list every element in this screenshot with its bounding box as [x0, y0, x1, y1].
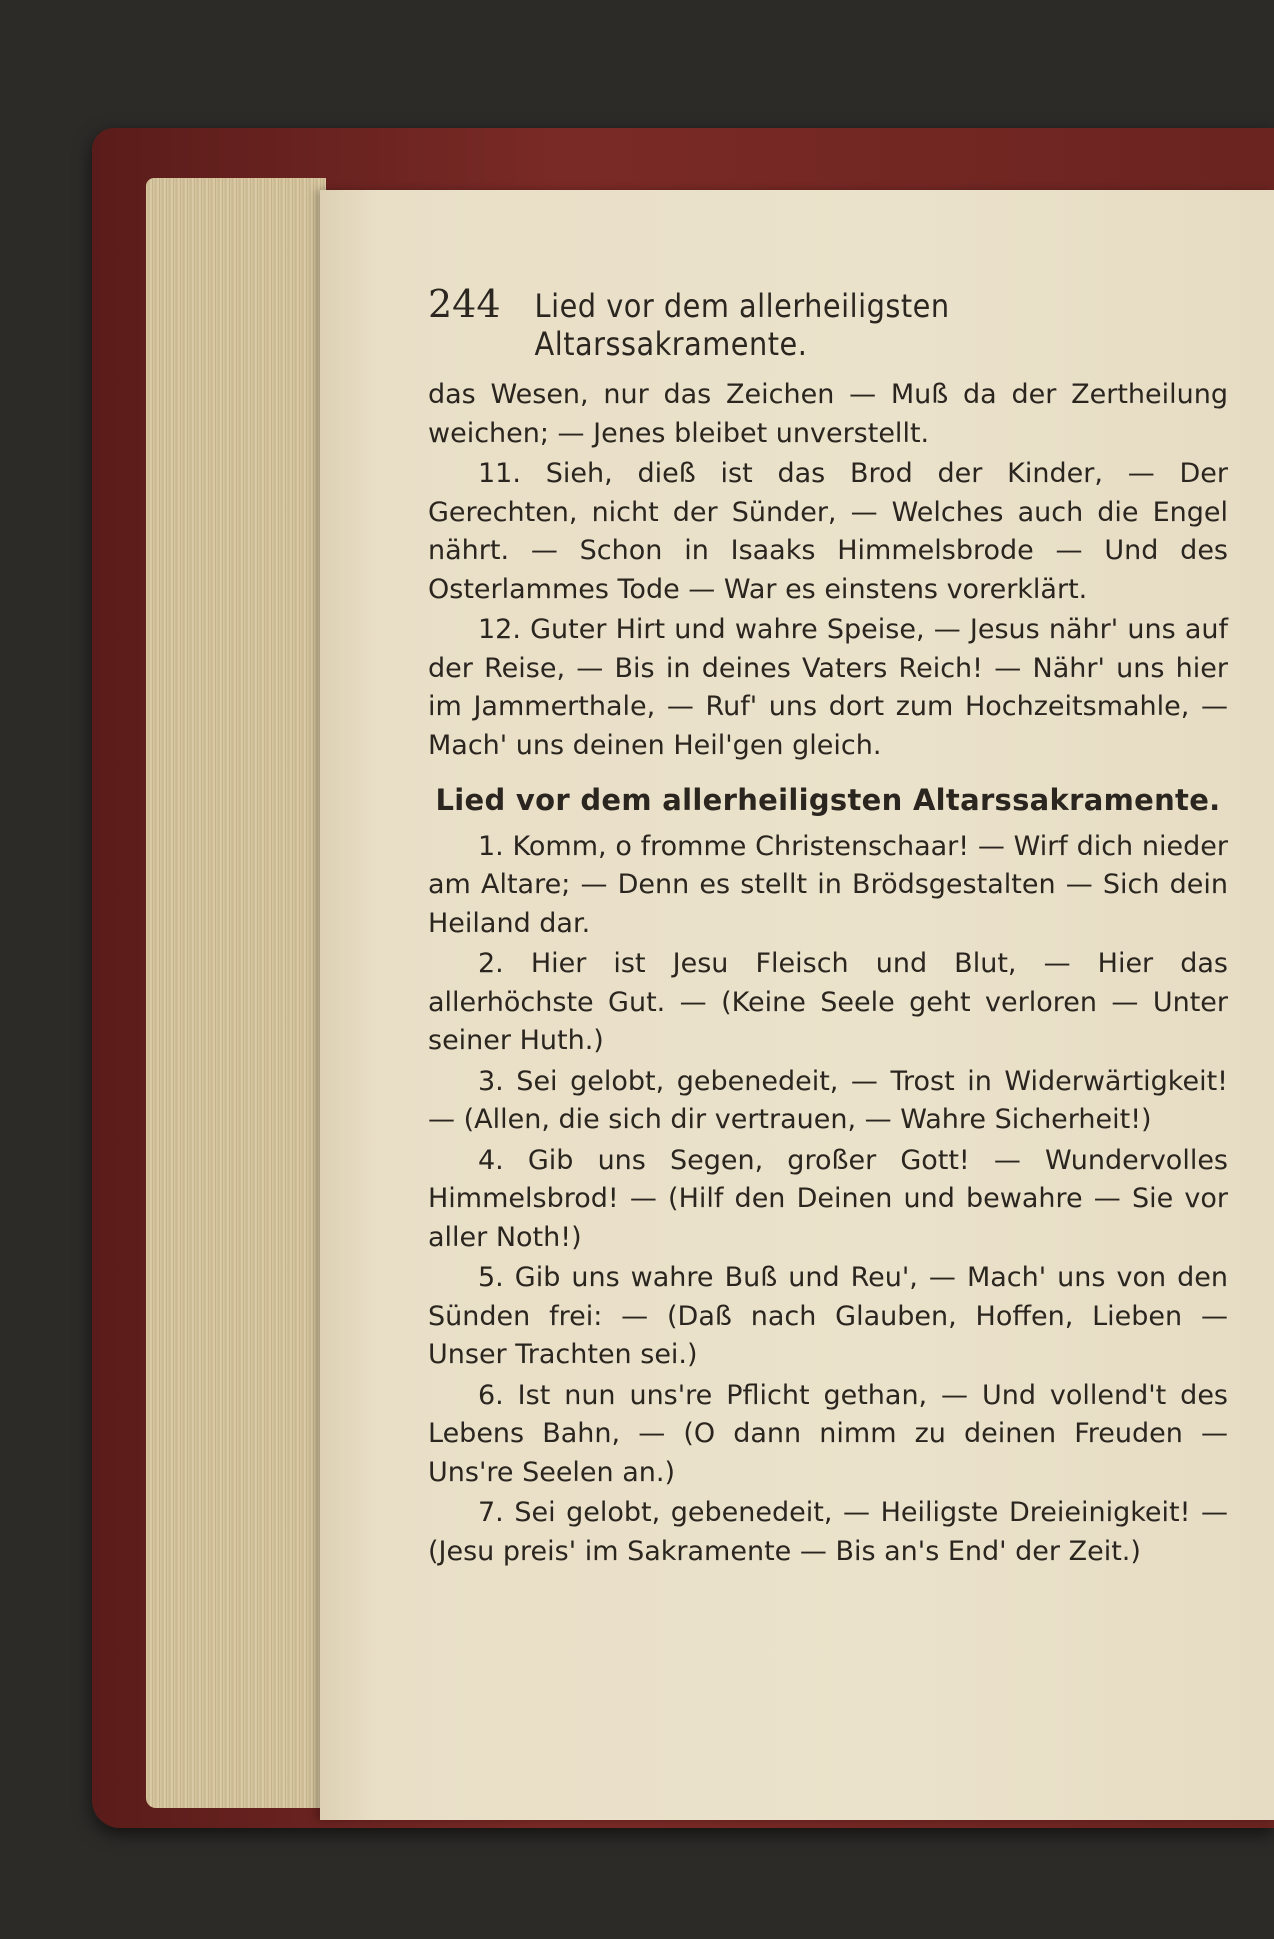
running-title: Lied vor dem allerheiligsten Altarssakramente.: [534, 287, 950, 363]
song-title: Lied vor dem allerheiligsten Altarssakramente.: [435, 783, 1221, 817]
verse: 7. Sei gelobt, gebenedeit, — Heiligste Dreieinigkeit! — (Jesu preis' im Sakramente — Bis an's End' der Zeit.): [428, 1497, 1228, 1567]
verse: 5. Gib uns wahre Buß und Reu', — Mach' uns von den Sünden frei: — (Daß nach Glauben, Hoffen, Lieben — Unser Trachten sei.): [428, 1262, 1228, 1370]
verse: 11. Sieh, dieß ist das Brod der Kinder, — Der Gerechten, nicht der Sünder, — Welches auch die Engel nährt. — Schon in Isaaks Himmelsbrode — Und des Osterlammes Tode — War es einstens vorerklärt.: [428, 458, 1228, 605]
page-header: [428, 282, 1228, 363]
verse: 3. Sei gelobt, gebenedeit, — Trost in Widerwärtigkeit! — (Allen, die sich dir vertrauen, — Wahre Sicherheit!): [428, 1065, 1228, 1135]
page-text: [428, 376, 1228, 1573]
verse: 6. Ist nun uns're Pflicht gethan, — Und vollend't des Lebens Bahn, — (O dann nimm zu deinen Freuden — Uns're Seelen an.): [428, 1379, 1228, 1488]
verse: 2. Hier ist Jesu Fleisch und Blut, — Hier das allerhöchste Gut. — (Keine Seele geht verloren — Unter seiner Huth.): [428, 948, 1228, 1056]
verse-continuation: das Wesen, nur das Zeichen — Muß da der Zertheilung weichen; — Jenes bleibet unverstellt.: [428, 379, 1228, 449]
verse: 12. Guter Hirt und wahre Speise, — Jesus nähr' uns auf der Reise, — Bis in deines Vaters Reich! — Nähr' uns hier im Jammerthale, — Ruf' uns dort zum Hochzeitsmahle, — Mach' uns deinen Heil'gen gleich.: [428, 614, 1228, 761]
verse: 1. Komm, o fromme Christenschaar! — Wirf dich nieder am Altare; — Denn es stellt in Brödsgestalten — Sich dein Heiland dar.: [428, 830, 1228, 939]
page-edges: [146, 178, 326, 1808]
verse: 4. Gib uns Segen, großer Gott! — Wundervolles Himmelsbrod! — (Hilf den Deinen und bewahre — Sie vor aller Noth!): [428, 1144, 1228, 1253]
page-number: 244: [428, 282, 501, 326]
